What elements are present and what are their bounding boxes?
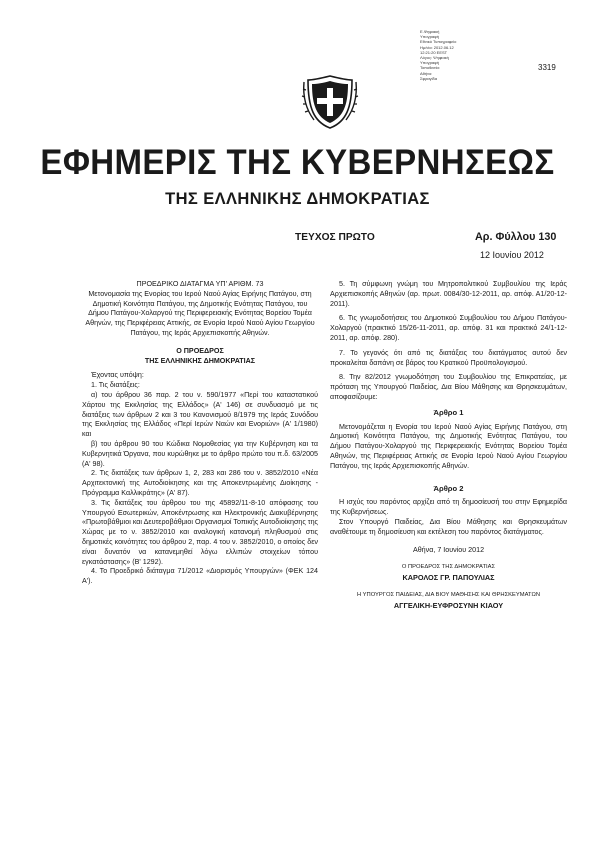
paragraph: 5. Τη σύμφωνη γνώμη του Μητροπολιτικού Συμβουλίου της Ιεράς Αρχιεπισκοπής Αθηνών (αρ. πρωτ. 0084/30-12-2011, αρ. απόφ. Α1/20-12-2011). [330,280,567,308]
article-2-text: Η ισχύς του παρόντος αρχίζει από τη δημοσίευσή του στην Εφημερίδα της Κυβερνήσεως. [330,498,567,517]
stamp-line: Τοποθεσία: [420,65,440,71]
issue-label: ΤΕΥΧΟΣ ΠΡΩΤΟ [295,232,375,243]
page-number: 3319 [538,63,556,72]
right-column [330,280,567,611]
paragraph: 3. Τις διατάξεις του άρθρου του της 45892/11-8-10 απόφασης του Υπουργού Εσωτερικών, Αποκέντρωσης και Ηλεκτρονικής Διακυβέρνησης «Πρωτοβάθμιοι και Δευτεροβάθμιοι Οργανισμοί Τοπικής Αυτοδιοίκησης της Χώρας με το ν. 3852/2010 και αναλογική κατανομή πληθυσμού στις δημοτικές κοινότητες του άρθρου 2, παρ. 4 του ν. 3852/2010, ο οποίος δεν είναι δυνατόν να κατανεμηθεί λόγω ελλιπών στοιχείων τόπου εγκατάστασης» (Β' 1292). [82,498,318,566]
paragraph: Έχοντας υπόψη: [91,371,144,380]
president-signature-title: Ο ΠΡΟΕΔΡΟΣ ΤΗΣ ΔΗΜΟΚΡΑΤΙΑΣ [401,564,496,571]
gazette-title: ΕΦΗΜΕΡΙΣ ΤΗΣ ΚΥΒΕΡΝΗΣΕΩΣ [40,142,555,182]
gazette-subtitle: ΤΗΣ ΕΛΛΗΝΙΚΗΣ ΔΗΜΟΚΡΑΤΙΑΣ [165,190,430,208]
stamp-line: Λόγος: Ψηφιακή [420,55,449,61]
minister-signature-title: Η ΥΠΟΥΡΓΟΣ ΠΑΙΔΕΙΑΣ, ΔΙΑ ΒΙΟΥ ΜΑΘΗΣΗΣ ΚΑΙ ΘΡΗΣΚΕΥΜΑΤΩΝ [356,591,541,598]
stamp-line: Ε.Ψηφιακή [420,29,440,34]
left-column [82,280,318,587]
stamp-line: Υπογραφή [420,60,440,66]
president-signature-name: ΚΑΡΟΛΟΣ ΓΡ. ΠΑΠΟΥΛΙΑΣ [402,573,495,583]
paragraph: 1. Τις διατάξεις: [91,381,140,390]
stamp-line: Υπογραφή [420,34,440,40]
stamp-line: 12:21:20 EEST [420,49,448,55]
paragraph: 2. Τις διατάξεις των άρθρων 1, 2, 283 και 286 του ν. 3852/2010 «Νέα Αρχιτεκτονική της Αυτοδιοίκησης και της Αποκεντρωμένης Διοίκησης - Πρόγραμμα Καλλικράτης» (Α' 87). [82,469,318,497]
article-2-text: Στον Υπουργό Παιδείας, Δια Βίου Μάθησης και Θρησκευμάτων αναθέτουμε τη δημοσίευση και εκτέλεση του παρόντος διατάγματος. [330,517,567,536]
sheet-number: Αρ. Φύλλου 130 [475,231,557,243]
article-1-text: Μετονομάζεται η Ενορία του Ιερού Ναού Αγίας Ειρήνης Πατάγου, στη Δημοτική Κοινότητα Πατάγου, της Δημοτικής Ενότητας Πατάγου, του Δήμου Πατάγου-Χολαργού της Περιφερειακής Ενότητας Βορείου Τομέα Αθηνών, της Περιφέρειας Αττικής σε Ενορία Ιερού Ναού Αγίου Γεωργίου Πατάγου, της Ιεράς Αρχιεπισκοπής Αθηνών. [330,422,567,470]
stamp-line: Σφραγίδα [420,75,438,81]
president-heading: Ο ΠΡΟΕΔΡΟΣ [176,346,224,355]
paragraph: 6. Τις γνωμοδοτήσεις του Δημοτικού Συμβουλίου του Δήμου Πατάγου-Χολαργού (πρακτικό 15/26-11-2011, αρ. απόφ. 31 και πρακτικό 24/1-12-2011, αρ. απόφ. 280). [330,314,567,342]
stamp-line: Εθνικό Τυπογραφείο [420,39,457,45]
decree-title: ΠΡΟΕΔΡΙΚΟ ΔΙΑΤΑΓΜΑ ΥΠ' ΑΡΙΘΜ. 73 [136,280,264,288]
stamp-line: Αθήνα [420,70,432,76]
paragraph: 4. Το Προεδρικό διάταγμα 71/2012 «Διορισμός Υπουργών» (ΦΕΚ 124 Α'). [82,567,318,586]
paragraph: 7. Το γεγονός ότι από τις διατάξεις του διατάγματος αυτού δεν προκαλείται δαπάνη σε βάρος του Κρατικού Προϋπολογισμού. [330,348,567,367]
place-date: Αθήνα, 7 Ιουνίου 2012 [412,545,485,554]
issue-date: 12 Ιουνίου 2012 [480,250,544,260]
decree-subject: Μετονομασία της Ενορίας του Ιερού Ναού Αγίας Ειρήνης Πατάγου, στη Δημοτική Κοινότητα Πατάγου, της Δημοτικής Ενότητας Πατάγου, του Δήμου Πατάγου-Χολαργού της Περιφερειακής Ενότητας Βορείου Τομέα Αθηνών, της Περιφέρειας Αττικής, σε Ενορία Ιερού Ναού Αγίου Γεωργίου Πατάγου, της Ιεράς Αρχιεπισκοπής Αθηνών. [85,289,315,337]
digital-signature-stamp [420,29,472,81]
paragraph: α) του άρθρου 36 παρ. 2 του ν. 590/1977 «Περί του καταστατικού Χάρτου της Εκκλησίας της Ελλάδος» (Α' 146) σε συνδυασμό με τις διατάξεις των άρθρων 2 και 3 του Κανονισμού 8/1979 της Ιεράς Συνόδου της Εκκλησίας της Ελλάδος «Περί Ιερών Ναών και Ενοριών» (Α' 1/1980) και [82,390,318,439]
coat-of-arms-icon [300,72,360,132]
paragraph: β) του άρθρου 90 του Κώδικα Νομοθεσίας για την Κυβέρνηση και τα Κυβερνητικά Όργανα, που κυρώθηκε με το άρθρο πρώτο του π.δ. 63/2005 (Α' 98). [82,439,318,468]
stamp-line: Ημ/νία: 2012.06.12 [420,44,454,50]
issue-info [0,232,595,272]
president-heading-2: ΤΗΣ ΕΛΛΗΝΙΚΗΣ ΔΗΜΟΚΡΑΤΙΑΣ [144,356,256,365]
article-2-title: Άρθρο 2 [433,483,464,493]
article-1-title: Άρθρο 1 [433,407,464,417]
paragraph: 8. Την 82/2012 γνωμοδότηση του Συμβουλίου της Επικρατείας, με πρόταση της Υπουργού Παιδείας, Δια Βίου Μάθησης και Θρησκευμάτων, αποφασίζουμε: [330,373,567,401]
minister-signature-name: ΑΓΓΕΛΙΚΗ-ΕΥΦΡΟΣΥΝΗ ΚΙΑΟΥ [393,600,504,610]
